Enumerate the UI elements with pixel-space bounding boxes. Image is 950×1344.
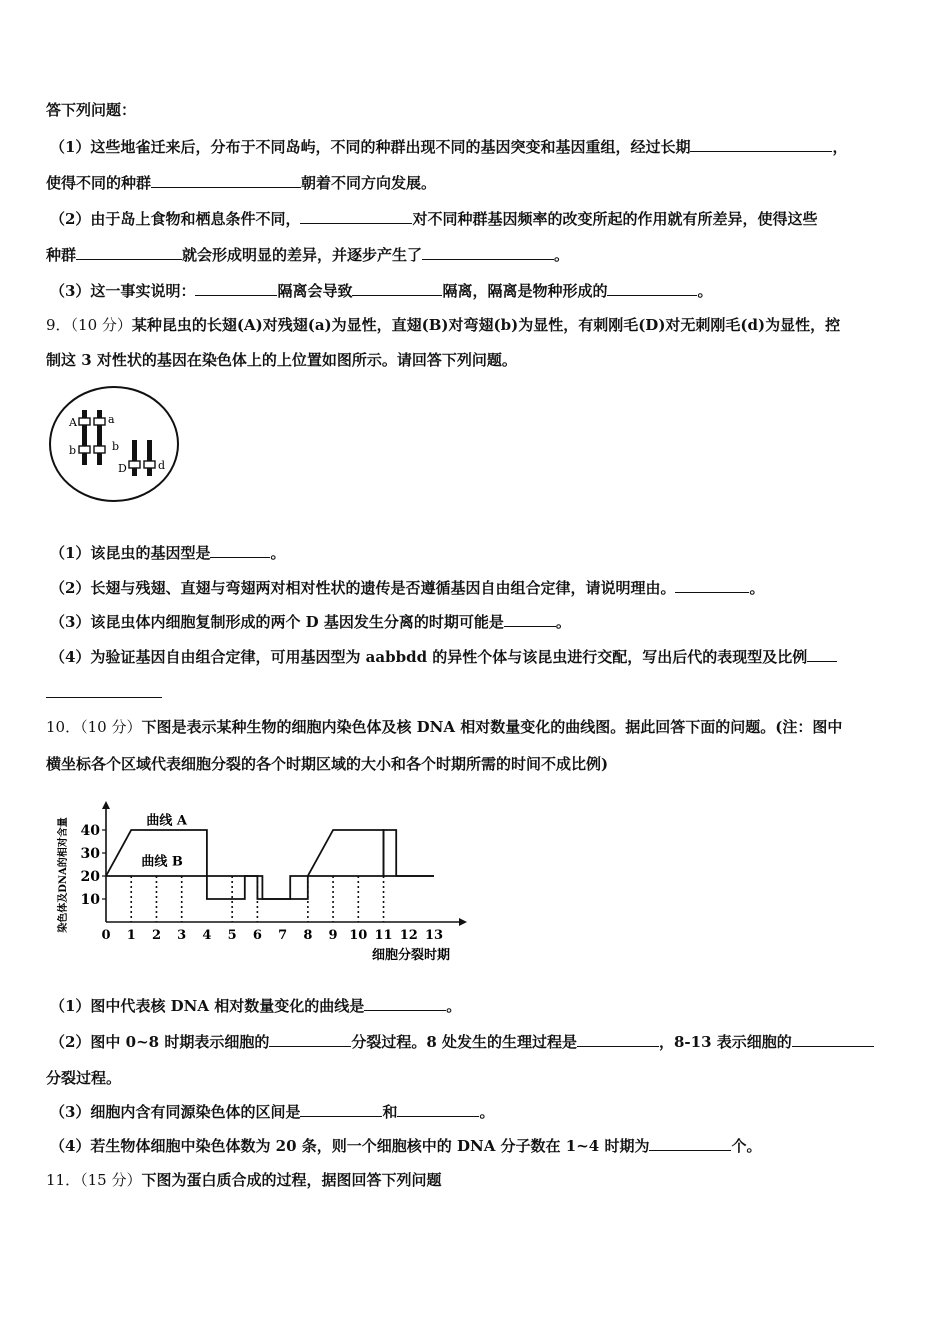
line-text: 下图为蛋白质合成的过程，据图回答下列问题 (141, 1171, 442, 1189)
dna-chromosome-chart (56, 795, 476, 967)
answer-blank[interactable] (269, 1032, 351, 1047)
answer-blank[interactable] (195, 281, 277, 296)
line-text: 。 (749, 579, 765, 597)
gene-label-b-right: b (112, 440, 120, 453)
answer-blank[interactable] (300, 1102, 382, 1117)
series-label-a: 曲线 A (146, 813, 187, 829)
question-9-3 (50, 612, 571, 632)
line-text: （4）若生物体细胞中染色体数为 20 条，则一个细胞核中的 DNA 分子数在 1~4 时期为 (50, 1137, 650, 1155)
gene-locus (144, 461, 155, 468)
x-tick-label: 2 (151, 928, 161, 943)
question-10-stem-cont (46, 754, 608, 774)
x-tick-label: 11 (374, 928, 393, 943)
gene-locus (79, 446, 90, 453)
line-text: ， (832, 138, 848, 156)
line-text: （3）细胞内含有同源染色体的区间是 (50, 1103, 301, 1121)
y-tick-label: 20 (80, 869, 100, 885)
question-10-3 (50, 1102, 494, 1122)
gene-label-D: D (118, 462, 127, 475)
line-text: （1）这些地雀迁来后，分布于不同岛屿，不同的种群出现不同的基因突变和基因重组，经过长期 (50, 138, 691, 156)
line-text: 隔离，隔离是物种形成的 (442, 282, 608, 300)
question-10-stem (46, 717, 842, 737)
line-text: 。 (697, 282, 713, 300)
question-8-1-cont (46, 173, 436, 193)
line-text: （2）图中 0~8 时期表示细胞的 (50, 1033, 270, 1051)
question-9-stem-cont (46, 350, 517, 370)
answer-blank[interactable] (76, 245, 182, 260)
x-tick-label: 10 (349, 928, 368, 943)
answer-blank[interactable] (352, 281, 442, 296)
answer-blank[interactable] (210, 543, 270, 558)
gene-label-a: a (108, 413, 115, 426)
line-text: 就会形成明显的差异，并逐步产生了 (182, 246, 423, 264)
chromosome-figure (48, 385, 182, 505)
x-tick-label: 1 (126, 928, 136, 943)
question-9-4 (50, 647, 837, 667)
x-tick-label: 3 (177, 928, 187, 943)
answer-blank[interactable] (46, 683, 162, 698)
question-points: （10 分） (80, 718, 142, 736)
x-tick-label: 0 (101, 928, 111, 943)
answer-blank[interactable] (690, 137, 832, 152)
x-tick-label: 5 (227, 928, 237, 943)
line-text: （4）为验证基因自由组合定律，可用基因型为 aabbdd 的异性个体与该昆虫进行交配，写出后代的表现型及比例 (50, 648, 808, 666)
line-text: 下图是表示某种生物的细胞内染色体及核 DNA 相对数量变化的曲线图。据此回答下面的问题。(注：图中 (141, 718, 843, 736)
question-number: 10． (46, 718, 81, 736)
line-text: 制这 3 对性状的基因在染色体上的上位置如图所示。请回答下列问题。 (46, 351, 517, 369)
x-axis-label: 细胞分裂时期 (371, 948, 451, 963)
x-axis-arrow (459, 918, 467, 926)
y-tick-label: 30 (80, 846, 100, 862)
series-label-b: 曲线 B (141, 854, 183, 870)
question-points: （10 分） (70, 316, 132, 334)
line-text: （1）该昆虫的基因型是 (50, 544, 211, 562)
question-10-2-cont (46, 1068, 121, 1088)
gene-locus (129, 461, 140, 468)
question-9-4-cont (46, 683, 162, 703)
question-10-1 (50, 996, 461, 1016)
answer-blank[interactable] (504, 612, 556, 627)
answer-blank[interactable] (792, 1032, 874, 1047)
question-number: 11． (46, 1171, 81, 1189)
line-text: 答下列问题： (46, 101, 137, 119)
question-8-3 (50, 281, 713, 301)
question-points: （15 分） (80, 1171, 142, 1189)
gene-label-b-left: b (69, 444, 77, 457)
answer-blank[interactable] (422, 245, 554, 260)
chromosome (147, 440, 152, 476)
text-line (46, 100, 136, 120)
answer-blank[interactable] (607, 281, 697, 296)
gene-locus (94, 418, 105, 425)
gene-label-d: d (158, 459, 166, 472)
question-10-2 (50, 1032, 874, 1052)
y-tick-label: 40 (80, 823, 100, 839)
answer-blank[interactable] (577, 1032, 659, 1047)
answer-blank[interactable] (151, 173, 301, 188)
answer-blank[interactable] (675, 578, 749, 593)
line-text: （3）这一事实说明： (50, 282, 196, 300)
line-text: （2）由于岛上食物和栖息条件不同， (50, 210, 301, 228)
question-8-2 (50, 209, 817, 229)
question-9-stem (46, 315, 840, 335)
x-tick-label: 13 (424, 928, 444, 943)
x-tick-label: 9 (328, 928, 338, 943)
line-text: （3）该昆虫体内细胞复制形成的两个 D 基因发生分离的时期可能是 (50, 613, 504, 631)
line-text: 朝着不同方向发展。 (301, 174, 437, 192)
y-axis-label: 染色体及DNA的相对含量 (58, 817, 69, 933)
x-tick-label: 12 (399, 928, 418, 943)
question-11-stem (46, 1170, 441, 1190)
line-text: 种群 (46, 246, 77, 264)
line-text: 个。 (731, 1137, 762, 1155)
question-8-2-cont (46, 245, 569, 265)
answer-blank[interactable] (300, 209, 412, 224)
line-text: 分裂过程。8 处发生的生理过程是 (351, 1033, 577, 1051)
answer-blank[interactable] (807, 647, 837, 662)
line-text: （2）长翅与残翅、直翅与弯翅两对相对性状的遗传是否遵循基因自由组合定律，请说明理由。 (50, 579, 676, 597)
x-tick-label: 8 (303, 928, 313, 943)
line-text: 隔离会导致 (277, 282, 353, 300)
answer-blank[interactable] (649, 1136, 731, 1151)
line-text: （1）图中代表核 DNA 相对数量变化的曲线是 (50, 997, 365, 1015)
line-text: 。 (479, 1103, 495, 1121)
y-tick-label: 10 (80, 892, 100, 908)
answer-blank[interactable] (397, 1102, 479, 1117)
line-text: 和 (382, 1103, 398, 1121)
line-text: 。 (270, 544, 286, 562)
gene-label-A: A (69, 416, 77, 429)
line-text: 使得不同的种群 (46, 174, 152, 192)
chromosome-svg (48, 385, 182, 505)
question-9-2 (50, 578, 764, 598)
line-text: 。 (555, 613, 571, 631)
gene-locus (94, 446, 105, 453)
answer-blank[interactable] (364, 996, 446, 1011)
question-9-1 (50, 543, 285, 563)
chart-svg (56, 795, 476, 967)
line-text: 横坐标各个区域代表细胞分裂的各个时期区域的大小和各个时期所需的时间不成比例) (46, 755, 609, 773)
question-number: 9． (46, 316, 71, 334)
y-axis-arrow (102, 801, 110, 809)
line-text: 某种昆虫的长翅(A)对残翅(a)为显性，直翅(B)对弯翅(b)为显性，有刺刚毛(D)对无刺刚毛(d)为显性，控 (131, 316, 841, 334)
line-text: 对不同种群基因频率的改变所起的作用就有所差异，使得这些 (412, 210, 818, 228)
gene-locus (79, 418, 90, 425)
line-text: ，8-13 表示细胞的 (659, 1033, 792, 1051)
x-tick-label: 4 (202, 928, 212, 943)
line-text: 。 (554, 246, 570, 264)
x-tick-label: 6 (252, 928, 262, 943)
line-text: 。 (446, 997, 462, 1015)
question-10-4 (50, 1136, 761, 1156)
chromosome (132, 440, 137, 476)
line-text: 分裂过程。 (46, 1069, 122, 1087)
question-8-1 (50, 137, 847, 157)
x-tick-label: 7 (278, 928, 288, 943)
